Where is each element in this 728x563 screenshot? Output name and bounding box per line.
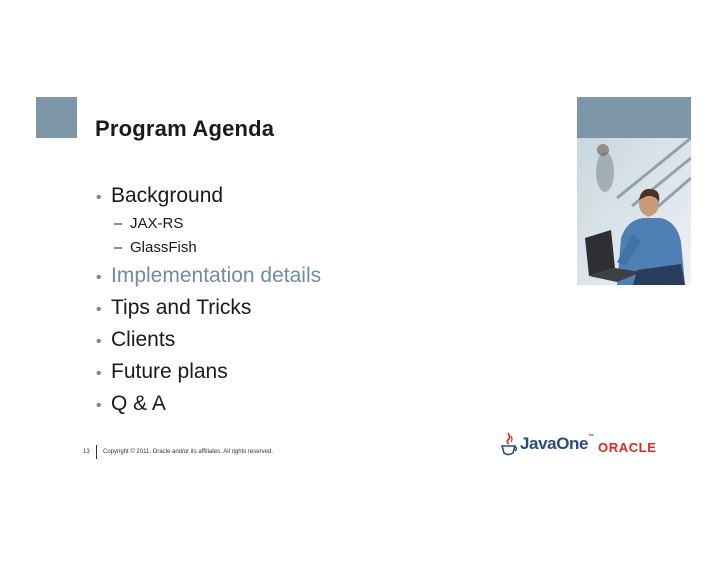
agenda-subitem-glassfish [96, 236, 396, 260]
agenda-item-tips-and-tricks [96, 292, 396, 324]
person-laptop-photo [577, 138, 691, 285]
accent-block-left [36, 97, 77, 138]
slide-title: Program Agenda [95, 116, 275, 141]
bullet: • [96, 301, 102, 318]
bullet: • [96, 189, 102, 206]
dash: – [114, 239, 123, 256]
agenda-item-q-and-a [96, 388, 396, 420]
agenda-list [96, 180, 396, 420]
agenda-item-future-plans [96, 356, 396, 388]
agenda-item-label: Future plans [111, 360, 228, 383]
accent-block-right [577, 97, 691, 138]
bullet: • [96, 365, 102, 382]
agenda-item-implementation-details [96, 260, 396, 292]
copyright-text: Copyright © 2011, Oracle and/or its affiliates. All rights reserved. [103, 449, 273, 455]
javaone-logo [500, 430, 594, 458]
dash: – [114, 215, 123, 232]
agenda-subitem-label: GlassFish [130, 239, 197, 256]
oracle-logo: ORACLE [598, 440, 657, 455]
javaone-wordmark: JavaOne™ [520, 434, 594, 453]
page-number: 13 [83, 449, 90, 455]
agenda-item-label: Background [111, 184, 224, 207]
bullet: • [96, 333, 102, 350]
bullet: • [96, 269, 102, 286]
agenda-item-label: Clients [111, 328, 176, 351]
agenda-subitem-label: JAX-RS [130, 215, 184, 232]
java-cup-icon [500, 431, 518, 457]
agenda-subitem-jax-rs [96, 212, 396, 236]
slide-footer [83, 444, 273, 460]
agenda-item-label: Implementation details [111, 264, 322, 287]
agenda-item-label: Q & A [111, 392, 166, 415]
agenda-item-label: Tips and Tricks [111, 296, 252, 319]
agenda-item-clients [96, 324, 396, 356]
agenda-item-background [96, 180, 396, 212]
footer-divider [96, 445, 97, 459]
bullet: • [96, 397, 102, 414]
